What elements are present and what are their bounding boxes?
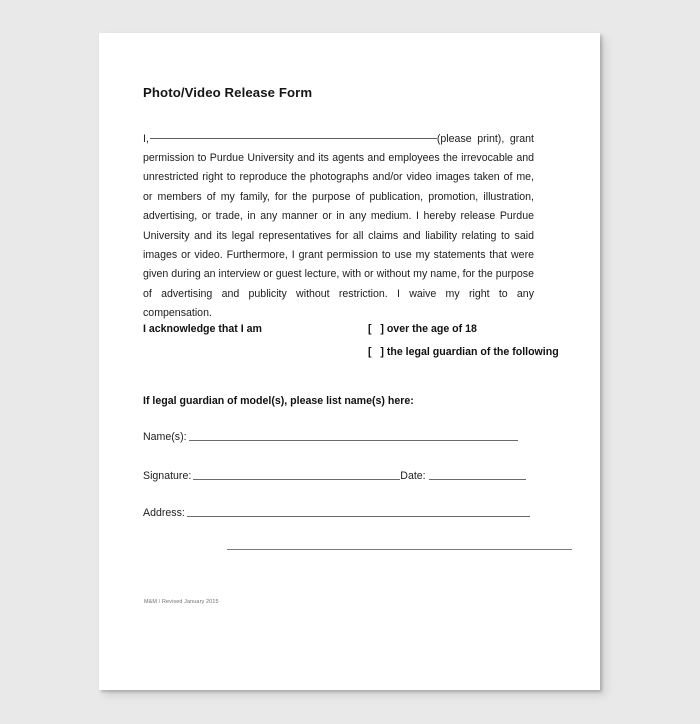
names-field-label: Name(s): xyxy=(143,431,187,443)
address-input-rule[interactable] xyxy=(187,516,530,517)
paragraph-main-text: (please print), grant permission to Purdue University and its agents and employees the irrevocable and unrestricted right to reproduce the photographs and/or video images taken of me, or members of my family, for the purpose of publication, promotion, illustration, advertising, or trade, in any manner or in any medium. I hereby release Purdue University and its legal representatives for all claims and liability relating to said images or video. Furthermore, I grant permission to use my statements that were given during an interview or guest lecture, with or without my name, for the purpose of advertising and publicity without restriction. I waive my right to any compensation. xyxy=(143,132,534,320)
guardian-names-prompt: If legal guardian of model(s), please list name(s) here: xyxy=(143,395,414,407)
acknowledgement-row-age xyxy=(143,318,534,341)
date-field-label: Date: xyxy=(400,470,426,482)
date-input-rule[interactable] xyxy=(429,479,526,480)
printed-name-blank-rule[interactable] xyxy=(150,138,437,139)
address-field-row xyxy=(143,507,530,519)
checkbox-option-legal-guardian[interactable]: [ ] the legal guardian of the following xyxy=(368,345,559,358)
release-paragraph xyxy=(143,130,534,324)
paragraph-lead-text: I, xyxy=(143,132,149,145)
names-input-rule[interactable] xyxy=(189,440,518,441)
address-field-label: Address: xyxy=(143,507,185,519)
acknowledgement-lead-label: I acknowledge that I am xyxy=(143,323,262,335)
signature-field-label: Signature: xyxy=(143,470,192,482)
revision-footer: M&M / Revised January 2015 xyxy=(144,599,219,605)
checkbox-option-over-18[interactable]: [ ] over the age of 18 xyxy=(368,323,477,335)
acknowledgement-row-guardian xyxy=(143,341,559,364)
page-title: Photo/Video Release Form xyxy=(143,85,313,100)
address-input-rule-second-line[interactable] xyxy=(227,549,572,550)
acknowledgement-block xyxy=(143,318,559,363)
signature-input-rule[interactable] xyxy=(193,479,400,480)
document-page xyxy=(99,33,600,690)
signature-field-row xyxy=(143,470,526,482)
names-field-row xyxy=(143,431,518,443)
